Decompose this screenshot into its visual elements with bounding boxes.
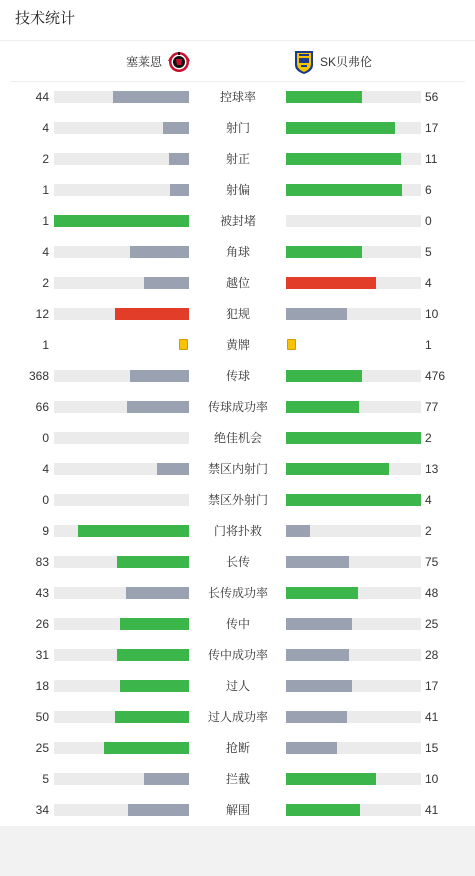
away-team[interactable] <box>293 42 372 81</box>
home-bar-fill <box>126 587 189 599</box>
away-value: 41 <box>425 710 439 724</box>
away-bar-track <box>286 184 421 196</box>
home-value: 0 <box>42 431 49 445</box>
away-bar-fill <box>286 122 395 134</box>
stat-label: 射正 <box>225 152 250 166</box>
away-bar-fill <box>286 432 421 444</box>
away-value: 11 <box>425 152 438 166</box>
away-bar-track <box>286 556 421 568</box>
away-bar-fill <box>286 711 347 723</box>
home-value: 44 <box>35 90 49 104</box>
home-bar-fill <box>115 711 189 723</box>
home-value: 83 <box>35 555 49 569</box>
away-bar-fill <box>286 91 362 103</box>
home-value: 34 <box>35 803 49 817</box>
away-bar-fill <box>286 804 360 816</box>
team-header <box>10 42 465 82</box>
stat-row <box>0 360 475 391</box>
stat-row <box>0 205 475 236</box>
away-value: 5 <box>425 245 432 259</box>
away-value: 28 <box>425 648 439 662</box>
home-bar-fill <box>120 680 189 692</box>
home-bar-fill <box>130 246 189 258</box>
home-value: 4 <box>42 462 49 476</box>
away-bar-fill <box>286 618 352 630</box>
home-bar-track <box>54 184 189 196</box>
away-bar-fill <box>286 494 421 506</box>
stat-label: 长传 <box>225 555 250 569</box>
away-value: 77 <box>425 400 439 414</box>
away-bar-track <box>286 618 421 630</box>
home-bar-fill <box>113 91 189 103</box>
away-bar-track <box>286 370 421 382</box>
home-value: 4 <box>42 121 49 135</box>
stat-label: 长传成功率 <box>207 586 268 600</box>
home-bar-fill <box>117 649 189 661</box>
away-bar-track <box>286 277 421 289</box>
beveren-crest-icon <box>293 49 315 75</box>
home-bar-track <box>54 525 189 537</box>
home-bar-fill <box>127 401 189 413</box>
away-value: 75 <box>425 555 439 569</box>
away-value: 10 <box>425 772 439 786</box>
away-bar-track <box>286 525 421 537</box>
home-bar-fill <box>104 742 189 754</box>
stat-row <box>0 143 475 174</box>
away-bar-track <box>286 463 421 475</box>
stat-row <box>0 236 475 267</box>
away-bar-fill <box>286 153 401 165</box>
away-value: 1 <box>425 338 432 352</box>
away-bar-track <box>286 122 421 134</box>
stat-label: 越位 <box>225 276 250 290</box>
home-value: 2 <box>42 152 49 166</box>
away-bar-fill <box>286 184 402 196</box>
home-team[interactable] <box>126 42 190 81</box>
yellow-card-icon <box>179 339 188 350</box>
home-bar-fill <box>144 773 189 785</box>
home-bar-fill <box>163 122 189 134</box>
home-bar-track <box>54 463 189 475</box>
away-bar-track <box>286 246 421 258</box>
home-bar-track <box>54 649 189 661</box>
away-bar-track <box>286 153 421 165</box>
away-bar-track <box>286 587 421 599</box>
away-bar-track <box>286 742 421 754</box>
stat-row <box>0 267 475 298</box>
title-divider <box>0 40 475 41</box>
stat-row <box>0 701 475 732</box>
home-value: 368 <box>28 369 49 383</box>
home-bar-fill <box>120 618 189 630</box>
home-team-name: 塞莱恩 <box>126 55 163 69</box>
home-bar-track <box>54 308 189 320</box>
stat-label: 抢断 <box>225 741 250 755</box>
stat-row <box>0 422 475 453</box>
home-bar-track <box>54 587 189 599</box>
away-bar-track <box>286 804 421 816</box>
stat-label: 过人 <box>225 679 250 693</box>
away-value: 48 <box>425 586 439 600</box>
home-bar-fill <box>78 525 189 537</box>
home-bar-fill <box>157 463 189 475</box>
away-value: 41 <box>425 803 439 817</box>
away-bar-fill <box>286 680 352 692</box>
stat-label: 犯规 <box>225 307 250 321</box>
away-value: 56 <box>425 90 439 104</box>
home-value: 18 <box>35 679 49 693</box>
away-bar-track <box>286 215 421 227</box>
away-bar-fill <box>286 587 358 599</box>
home-value: 50 <box>35 710 49 724</box>
home-value: 43 <box>35 586 49 600</box>
away-bar-fill <box>286 246 362 258</box>
stat-label: 控球率 <box>219 90 256 104</box>
stat-row <box>0 670 475 701</box>
away-value: 25 <box>425 617 439 631</box>
home-value: 5 <box>42 772 49 786</box>
home-bar-track <box>54 556 189 568</box>
home-bar-fill <box>144 277 189 289</box>
away-bar-track <box>286 649 421 661</box>
away-bar-fill <box>286 401 359 413</box>
home-bar-track <box>54 277 189 289</box>
away-team-name: SK贝弗伦 <box>320 55 373 69</box>
stat-label: 拦截 <box>225 772 250 786</box>
away-value: 2 <box>425 431 432 445</box>
stat-label: 被封堵 <box>219 214 256 228</box>
away-value: 4 <box>425 276 432 290</box>
yellow-card-icon <box>287 339 296 350</box>
away-bar-fill <box>286 556 349 568</box>
home-bar-fill <box>117 556 189 568</box>
stat-row <box>0 546 475 577</box>
away-bar-fill <box>286 649 349 661</box>
away-bar-track <box>286 308 421 320</box>
away-value: 0 <box>425 214 432 228</box>
stat-row <box>0 81 475 112</box>
home-bar-fill <box>128 804 189 816</box>
away-value: 17 <box>425 121 439 135</box>
home-value: 1 <box>42 214 49 228</box>
home-bar-track <box>54 215 189 227</box>
away-bar-track <box>286 680 421 692</box>
stat-row <box>0 391 475 422</box>
stat-label: 角球 <box>225 245 250 259</box>
stat-row <box>0 298 475 329</box>
away-bar-fill <box>286 308 347 320</box>
home-bar-track <box>54 773 189 785</box>
stat-label: 传中 <box>225 617 250 631</box>
away-bar-track <box>286 711 421 723</box>
stat-label: 黄牌 <box>225 338 250 352</box>
away-bar-track <box>286 401 421 413</box>
home-value: 9 <box>42 524 49 538</box>
stat-label: 传球 <box>225 369 250 383</box>
away-value: 10 <box>425 307 439 321</box>
home-bar-track <box>54 122 189 134</box>
home-bar-fill <box>170 184 189 196</box>
away-value: 2 <box>425 524 432 538</box>
home-bar-track <box>54 711 189 723</box>
stat-row <box>0 174 475 205</box>
home-bar-track <box>54 370 189 382</box>
home-bar-fill <box>130 370 189 382</box>
home-value: 26 <box>35 617 49 631</box>
home-bar-track <box>54 680 189 692</box>
home-bar-track <box>54 91 189 103</box>
page-title: 技术统计 <box>15 10 76 27</box>
home-value: 25 <box>35 741 49 755</box>
home-bar-track <box>54 246 189 258</box>
home-value: 66 <box>35 400 49 414</box>
stat-row <box>0 112 475 143</box>
stat-row <box>0 732 475 763</box>
home-value: 0 <box>42 493 49 507</box>
home-value: 4 <box>42 245 49 259</box>
home-value: 12 <box>35 307 49 321</box>
stat-label: 过人成功率 <box>207 710 268 724</box>
home-bar-track <box>54 742 189 754</box>
away-bar-track <box>286 773 421 785</box>
away-bar-fill <box>286 463 389 475</box>
home-bar-fill <box>169 153 189 165</box>
stat-label: 禁区内射门 <box>207 462 268 476</box>
away-value: 15 <box>425 741 439 755</box>
stat-row <box>0 794 475 825</box>
stat-row <box>0 515 475 546</box>
stat-label: 传中成功率 <box>207 648 268 662</box>
away-bar-track <box>286 91 421 103</box>
stat-label: 解围 <box>225 803 250 817</box>
home-bar-track <box>54 494 189 506</box>
stat-row <box>0 639 475 670</box>
home-bar-track <box>54 618 189 630</box>
home-bar-fill <box>54 215 189 227</box>
away-bar-fill <box>286 370 362 382</box>
home-bar-track <box>54 432 189 444</box>
away-bar-track <box>286 432 421 444</box>
home-value: 2 <box>42 276 49 290</box>
away-value: 17 <box>425 679 439 693</box>
away-bar-fill <box>286 773 376 785</box>
stat-row <box>0 484 475 515</box>
home-bar-track <box>54 804 189 816</box>
away-value: 13 <box>425 462 439 476</box>
home-bar-track <box>54 153 189 165</box>
stat-row <box>0 763 475 794</box>
stat-label: 门将扑救 <box>213 524 262 538</box>
away-value: 476 <box>425 369 446 383</box>
home-bar-track <box>54 401 189 413</box>
stat-label: 射门 <box>225 121 250 135</box>
stat-label: 禁区外射门 <box>207 493 268 507</box>
away-bar-track <box>286 494 421 506</box>
home-value: 1 <box>42 338 49 352</box>
stat-row <box>0 577 475 608</box>
stat-row <box>0 608 475 639</box>
seraing-crest-icon <box>168 49 190 75</box>
away-value: 6 <box>425 183 432 197</box>
stat-row <box>0 329 475 360</box>
away-bar-fill <box>286 742 337 754</box>
stat-row <box>0 453 475 484</box>
stat-label: 绝佳机会 <box>213 431 262 445</box>
away-value: 4 <box>425 493 432 507</box>
home-value: 1 <box>42 183 49 197</box>
away-bar-fill <box>286 277 376 289</box>
home-bar-fill <box>115 308 189 320</box>
away-bar-fill <box>286 525 310 537</box>
stat-label: 传球成功率 <box>207 400 268 414</box>
home-value: 31 <box>35 648 49 662</box>
stat-label: 射偏 <box>225 183 250 197</box>
